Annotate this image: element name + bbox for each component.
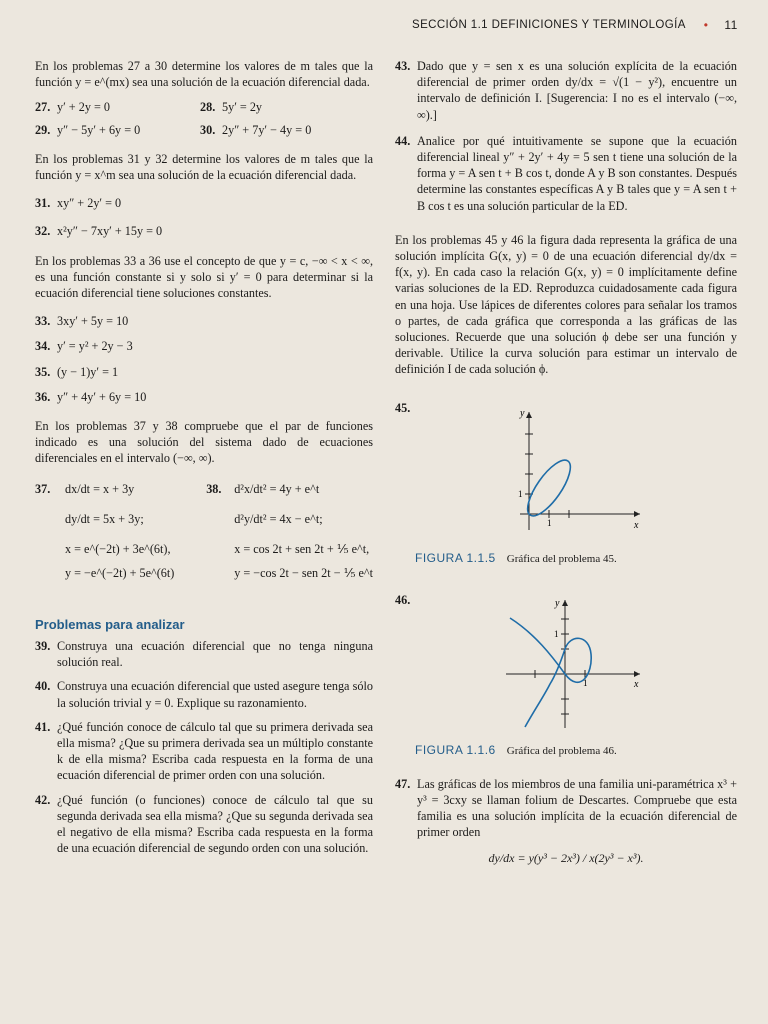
section-title: SECCIÓN 1.1 DEFINICIONES Y TERMINOLOGÍA <box>412 19 686 31</box>
problem-27: 27. y′ + 2y = 0 <box>35 100 110 115</box>
bullet-icon: • <box>703 18 709 32</box>
problem-31: 31. xy″ + 2y′ = 0 <box>35 196 122 211</box>
intro-31-32: En los problemas 31 y 32 determine los valores de m tales que la función y = x^m sea una solución de la ecuación diferencial dada. <box>35 151 373 183</box>
problem-40: 40. Construya una ecuación diferencial que usted asegure tenga sólo la solución trivial y = 0. Explique su razonamiento. <box>35 679 373 710</box>
figure-46-caption: FIGURA 1.1.6 Gráfica del problema 46. <box>415 742 617 757</box>
problem-43: 43. Dado que y = sen x es una solución explícita de la ecuación diferencial de primer orden dy/dx = √(1 − y²), encuentre un intervalo de definición I. [Sugerencia: I no es el intervalo (−∞, ∞).] <box>395 59 737 122</box>
section-heading: Problemas para analizar <box>35 616 185 632</box>
intro-33-36: En los problemas 33 a 36 use el concepto de que y = c, −∞ < x < ∞, es una función constante si y solo si y′ = 0 para determinar si la ecuación diferencial tiene soluciones constantes. <box>35 253 373 301</box>
figure-45-graph <box>500 404 660 534</box>
problem-33: 33. 3xy′ + 5y = 10 <box>35 314 129 329</box>
y-tick-label: 1 <box>518 488 523 499</box>
problem-30: 30. 2y″ + 7y′ − 4y = 0 <box>200 122 312 137</box>
page-number: 11 <box>724 18 738 32</box>
intro-37-38: En los problemas 37 y 38 compruebe que el par de funciones indicado es una solución del sistema dado de ecuaciones diferenciales en el intervalo (−∞, ∞). <box>35 419 373 466</box>
intro-27-30: En los problemas 27 a 30 determine los valores de m tales que la función y = e^(mx) sea una solución de la ecuación diferencial dada. <box>35 59 373 90</box>
x-axis-label: x <box>634 519 639 531</box>
eq-row-27-28 <box>35 99 373 115</box>
problem-46: 46. x y 1 1 FIGURA 1.1.6 Gráfica del problema 46. <box>395 592 737 762</box>
problem-35: 35. (y − 1)y′ = 1 <box>35 364 119 379</box>
right-column <box>395 58 737 867</box>
problem-32: 32. x²y″ − 7xy′ + 15y = 0 <box>35 224 163 239</box>
problem-37: 37. dx/dt = x + 3y dy/dt = 5x + 3y; x = e^(−2t) + 3e^(6t), y = −e^(−2t) + 5e^(6t) <box>35 481 175 580</box>
problem-28: 28. 5y′ = 2y <box>200 100 263 115</box>
problem-34: 34. y′ = y² + 2y − 3 <box>35 339 133 354</box>
y-axis-label: y <box>555 597 560 609</box>
problem-41: 41. ¿Qué función conoce de cálculo tal que su primera derivada sea ella misma? ¿Que su primera derivada sea un múltiplo constante k de ella misma? Escriba cada respuesta en la forma de una ecuación diferencial de primer orden con una solución. <box>35 719 373 783</box>
intro-45-46: En los problemas 45 y 46 la figura dada representa la gráfica de una solución implícita G(x, y) = 0 de una ecuación diferencial dy/dx = f(x, y). En cada caso la relación G(x, y) = 0 implícitamente define varias soluciones de la ED. Reproduzca cuidadosamente cada figura en una hoja. Use lápices de diferentes colores para señalar los tramos o partes, de cada gráfica que corresponda a las gráficas de las soluciones. Recuerde que una solución ϕ debe ser una función y derivable. Utilice la curva solución para estimar un intervalo de definición I de cada solución ϕ. <box>395 232 737 377</box>
x-tick-label: 1 <box>583 677 588 688</box>
systems-37-38 <box>35 481 373 581</box>
problem-45: 45. x y 1 1 FIGURA 1.1.5 Gráfica del problema 45. <box>395 400 737 570</box>
figure-45-caption: FIGURA 1.1.5 Gráfica del problema 45. <box>415 550 617 565</box>
problem-36: 36. y″ + 4y′ + 6y = 10 <box>35 389 147 404</box>
running-head <box>412 16 737 34</box>
y-tick-label: 1 <box>554 628 559 639</box>
problem-38: 38. d²x/dt² = 4y + e^t d²y/dt² = 4x − e^t; x = cos 2t + sen 2t + ⅕ e^t, y = −cos 2t − sen 2t − ⅕ e^t <box>206 481 373 580</box>
left-column <box>35 58 373 857</box>
x-tick-label: 1 <box>547 517 552 528</box>
problem-29: 29. y″ − 5y′ + 6y = 0 <box>35 122 141 137</box>
equation-47: dy/dx = y(y³ − 2x³) / x(2y³ − x³). <box>488 851 644 866</box>
problem-42: 42. ¿Qué función (o funciones) conoce de cálculo tal que su segunda derivada sea ella misma? ¿Que su segunda derivada sea el negativo de ella misma? Escriba cada respuesta en la forma de una ecuación diferencial de segundo orden con una solución. <box>35 792 373 856</box>
problem-44: 44. Analice por qué intuitivamente se supone que la ecuación diferencial lineal y″ + 2y′ + 4y = 5 sen t tiene una solución de la forma y = A sen t + B cos t, donde A y B son constantes. Después determine las constantes específicas A y B tales que y = A sen t + B cos t es una solución particular de la ED. <box>395 133 737 213</box>
x-axis-label: x <box>634 678 639 690</box>
problem-47: 47. Las gráficas de los miembros de una familia uni-paramétrica x³ + y³ = 3cxy se llaman folium de Descartes. Compruebe que esta familia es una solución implícita de la ecuación diferencial de primer orden <box>395 776 737 840</box>
figure-46-graph <box>500 594 660 734</box>
problem-39: 39. Construya una ecuación diferencial que no tenga ninguna solución real. <box>35 639 373 670</box>
eq-row-29-30 <box>35 122 373 138</box>
y-axis-label: y <box>520 407 525 419</box>
